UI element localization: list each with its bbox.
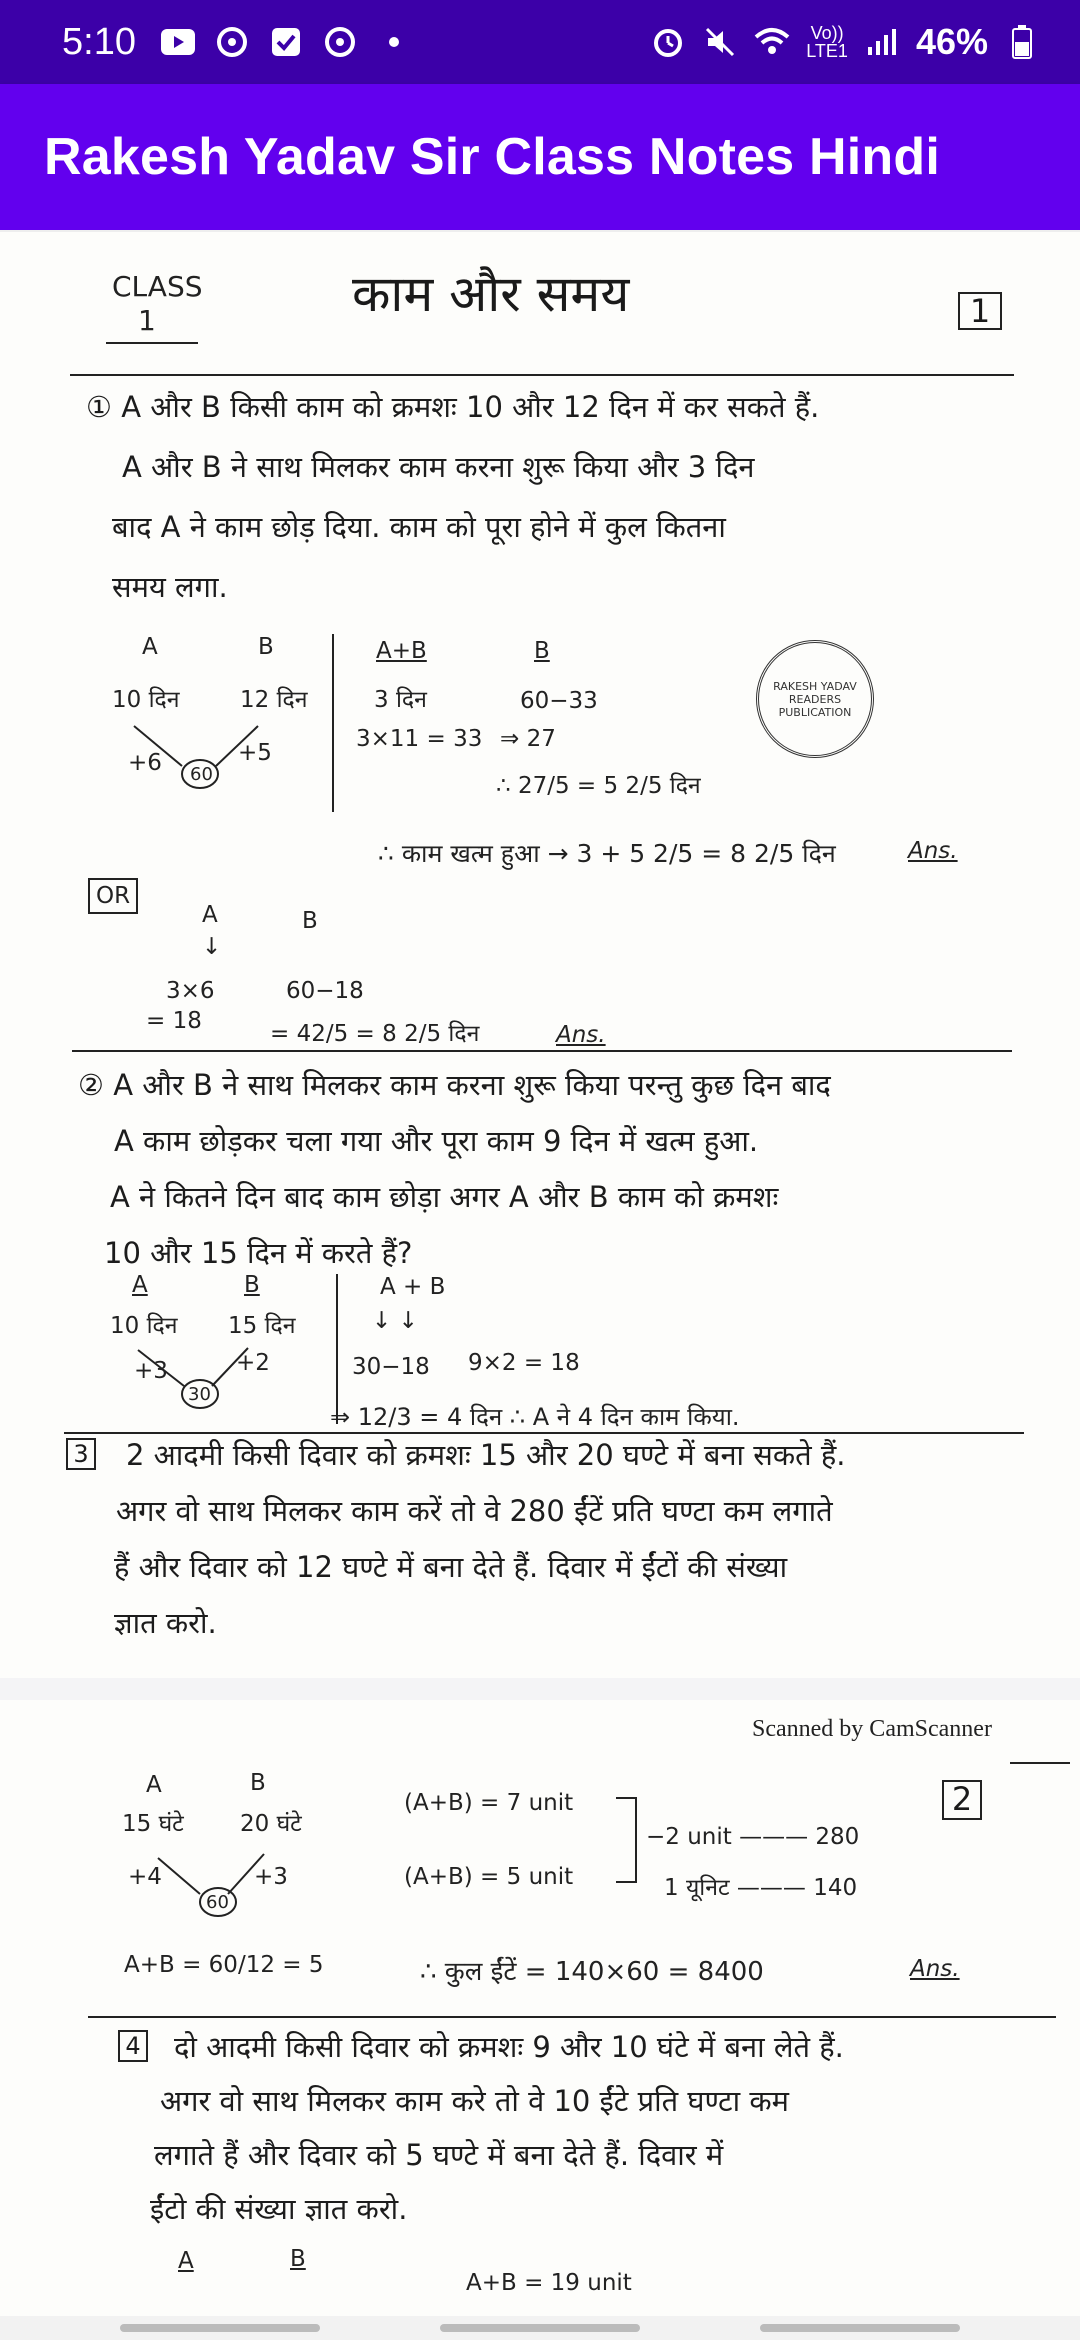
question-2-line-2: A काम छोड़कर चला गया और पूरा काम 9 दिन में खत्म हुआ. bbox=[114, 1124, 759, 1158]
sol1-ans-label: Ans. bbox=[908, 838, 958, 864]
sol1-b-eff: +5 bbox=[238, 740, 272, 766]
sol3-ab-1: (A+B) = 7 unit bbox=[404, 1790, 574, 1816]
sol2-lcm: 30 bbox=[188, 1384, 211, 1405]
network-lte: LTE1 bbox=[806, 41, 848, 61]
sol3-b-hours: 20 घंटे bbox=[240, 1811, 302, 1837]
question-4-number: 4 bbox=[118, 2030, 148, 2062]
question-3-number: 3 bbox=[66, 1438, 96, 1470]
wifi-icon bbox=[754, 24, 790, 60]
class-underline bbox=[106, 342, 198, 344]
sol4-ab: A+B = 19 unit bbox=[466, 2270, 632, 2296]
question-3-line-1: 2 आदमी किसी दिवार को क्रमशः 15 और 20 घण्टे में बना सकते हैं. bbox=[126, 1438, 846, 1472]
sol1-lcm: 60 bbox=[190, 764, 213, 785]
sol3-bracket bbox=[616, 1794, 644, 1886]
or-ans-label: Ans. bbox=[556, 1022, 606, 1048]
question-1-line-2: A और B ने साथ मिलकर काम करना शुरू किया और 3 दिन bbox=[122, 450, 755, 484]
sol2-a: A bbox=[132, 1272, 148, 1298]
sol1-b-remaining-result: ⇒ 27 bbox=[500, 726, 556, 752]
page-number-box: 2 bbox=[942, 1780, 982, 1820]
status-left bbox=[62, 21, 412, 64]
status-right bbox=[650, 21, 1040, 63]
sol1-answer: ∴ काम खत्म हुआ → 3 + 5 2/5 = 8 2/5 दिन bbox=[378, 839, 836, 868]
or-arrow: ↓ bbox=[202, 934, 222, 960]
sol1-b: B bbox=[258, 634, 274, 660]
sol1-a: A bbox=[142, 634, 158, 660]
divider bbox=[1010, 1762, 1070, 1764]
page-title: काम और समय bbox=[352, 265, 630, 323]
nav-handle[interactable] bbox=[440, 2324, 640, 2332]
sol2-b-days: 15 दिन bbox=[228, 1313, 296, 1339]
sol1-ab-calc: 3×11 = 33 bbox=[356, 726, 483, 752]
network-type bbox=[806, 24, 848, 60]
question-2-line-1: ② A और B ने साथ मिलकर काम करना शुरू किया परन्तु कुछ दिन बाद bbox=[78, 1068, 831, 1102]
question-2-line-4: 10 और 15 दिन में करते हैं? bbox=[104, 1236, 413, 1270]
question-4-line-4: ईंटो की संख्या ज्ञात करो. bbox=[150, 2192, 408, 2226]
network-volte: Vo)) bbox=[810, 23, 844, 43]
or-a-result: = 18 bbox=[146, 1008, 202, 1034]
sol3-a-hours: 15 घंटे bbox=[122, 1811, 184, 1837]
stamp-text: RAKESH YADAV READERS PUBLICATION bbox=[773, 679, 857, 719]
sol3-ab-2: (A+B) = 5 unit bbox=[404, 1864, 574, 1890]
question-3-line-3: हैं और दिवार को 12 घण्टे में बना देते हैं. दिवार में ईंटों की संख्या bbox=[114, 1550, 788, 1584]
sol1-b-days: 12 दिन bbox=[240, 687, 308, 713]
sol1-ab: A+B bbox=[376, 638, 427, 664]
note-page-2[interactable] bbox=[0, 1700, 1080, 2316]
sol3-lcm: 60 bbox=[206, 1892, 229, 1913]
publisher-stamp bbox=[756, 640, 874, 758]
note-page-1[interactable] bbox=[0, 230, 1080, 1680]
sol2-result: ⇒ 12/3 = 4 दिन ∴ A ने 4 दिन काम किया. bbox=[330, 1403, 740, 1431]
dot-icon bbox=[376, 24, 412, 60]
app-bar bbox=[0, 84, 1080, 230]
or-a: A bbox=[202, 902, 218, 928]
question-2-line-3: A ने कितने दिन बाद काम छोड़ा अगर A और B काम को क्रमशः bbox=[110, 1180, 779, 1214]
sol2-a-eff: +3 bbox=[134, 1358, 168, 1384]
app-title: Rakesh Yadav Sir Class Notes Hindi bbox=[44, 128, 941, 186]
status-time: 5:10 bbox=[62, 20, 136, 63]
or-box: OR bbox=[88, 878, 138, 914]
mute-icon bbox=[702, 24, 738, 60]
sol1-a-eff: +6 bbox=[128, 750, 162, 776]
question-1-line-4: समय लगा. bbox=[112, 570, 228, 604]
youtube-icon bbox=[160, 24, 196, 60]
sol2-a-days: 10 दिन bbox=[110, 1313, 178, 1339]
sol1-ab-days: 3 दिन bbox=[374, 687, 427, 713]
signal-icon bbox=[864, 24, 900, 60]
divider bbox=[72, 1050, 1012, 1052]
or-b: B bbox=[302, 908, 318, 934]
nav-handle[interactable] bbox=[120, 2324, 320, 2332]
app-icon bbox=[322, 24, 358, 60]
nav-handle[interactable] bbox=[760, 2324, 960, 2332]
sol4-a: A bbox=[178, 2248, 194, 2274]
sol2-arrows: ↓ ↓ bbox=[372, 1308, 418, 1334]
sol2-ab: A + B bbox=[380, 1274, 446, 1300]
page-gap bbox=[0, 1678, 1080, 1700]
battery-icon bbox=[1004, 24, 1040, 60]
sol4-b: B bbox=[290, 2246, 306, 2272]
alarm-icon bbox=[650, 24, 686, 60]
sol3-unit-value: 1 यूनिट ——— 140 bbox=[664, 1875, 858, 1901]
or-b-result: = 42/5 = 8 2/5 दिन bbox=[270, 1021, 480, 1047]
scanner-watermark: Scanned by CamScanner bbox=[752, 1716, 992, 1742]
status-bar bbox=[0, 0, 1080, 84]
sol1-a-days: 10 दिन bbox=[112, 687, 180, 713]
question-4-line-1: दो आदमी किसी दिवार को क्रमशः 9 और 10 घंटे में बना लेते हैं. bbox=[174, 2030, 844, 2064]
question-4-line-2: अगर वो साथ मिलकर काम करे तो वे 10 ईंटे प्रति घण्टा कम bbox=[160, 2084, 789, 2118]
sol3-ans-label: Ans. bbox=[910, 1956, 960, 1982]
sol2-b-eff: +2 bbox=[236, 1350, 270, 1376]
sol3-a-eff: +4 bbox=[128, 1864, 162, 1890]
class-label: CLASS bbox=[112, 270, 203, 303]
question-4-line-3: लगाते हैं और दिवार को 5 घण्टे में बना देते हैं. दिवार में bbox=[154, 2138, 724, 2172]
class-number: 1 bbox=[138, 304, 156, 337]
sol3-sum: A+B = 60/12 = 5 bbox=[124, 1952, 324, 1978]
sol3-difference: −2 unit ——— 280 bbox=[646, 1824, 860, 1850]
check-icon bbox=[268, 24, 304, 60]
or-b-calc: 60−18 bbox=[286, 978, 364, 1004]
sol3-total: ∴ कुल ईंटें = 140×60 = 8400 bbox=[420, 1957, 764, 1987]
question-3-line-4: ज्ञात करो. bbox=[114, 1606, 217, 1640]
sol1-b-second: B bbox=[534, 638, 550, 664]
page-number-box: 1 bbox=[958, 292, 1002, 330]
sol1-vertical-line bbox=[332, 634, 334, 812]
sol3-b-eff: +3 bbox=[254, 1864, 288, 1890]
app-icon bbox=[214, 24, 250, 60]
sol3-a: A bbox=[146, 1772, 162, 1798]
question-1-line-3: बाद A ने काम छोड़ दिया. काम को पूरा होने में कुल कितना bbox=[112, 510, 726, 544]
question-3-line-2: अगर वो साथ मिलकर काम करें तो वे 280 ईंटें प्रति घण्टा कम लगाते bbox=[116, 1494, 833, 1528]
sol1-b-fraction: ∴ 27/5 = 5 2/5 दिन bbox=[496, 773, 701, 799]
sol1-b-remaining: 60−33 bbox=[520, 688, 598, 714]
divider bbox=[70, 374, 1014, 376]
navigation-bar bbox=[0, 2316, 1080, 2340]
sol3-b: B bbox=[250, 1770, 266, 1796]
or-a-calc: 3×6 bbox=[166, 978, 215, 1004]
battery-percent: 46% bbox=[915, 21, 988, 62]
sol2-calc-2: 9×2 = 18 bbox=[468, 1350, 580, 1376]
sol2-b: B bbox=[244, 1272, 260, 1298]
sol2-calc-1: 30−18 bbox=[352, 1354, 430, 1380]
question-1-line-1: ① A और B किसी काम को क्रमशः 10 और 12 दिन में कर सकते हैं. bbox=[86, 390, 820, 424]
